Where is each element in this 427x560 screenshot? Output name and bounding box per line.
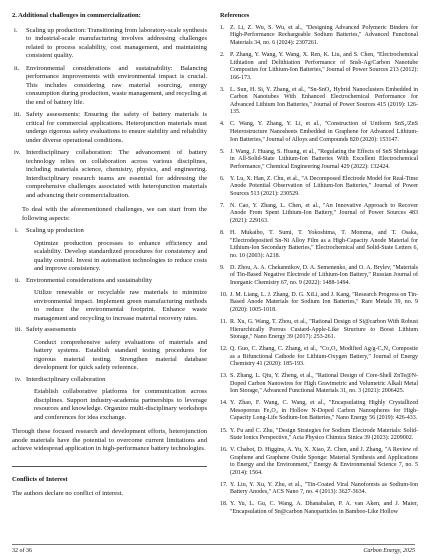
steps-intro: To deal with the aforementioned challenges, we can start from the following aspects: xyxy=(22,206,207,222)
reference-item xyxy=(220,203,418,226)
reference-item xyxy=(220,265,418,288)
reference-number: 18. xyxy=(220,501,228,508)
list-number: iii. xyxy=(14,111,22,118)
reference-text: Y. Lu, X. Han, Z. Chu, et al., "A Decomposed Electrode Model for Real-Time Anode Potential Observation of Lithium-Ion Batteries," Journal of Power Sources 513 (2021): 230529. xyxy=(230,175,418,197)
closing-paragraph: Through these focused research and development efforts, heterojunction anode materials have the potential to overcome current limitations and achieve widespread application in high-performance battery technologies. xyxy=(12,428,207,452)
reference-number: 11. xyxy=(220,318,228,325)
reference-item xyxy=(220,87,418,117)
reference-number: 13. xyxy=(220,373,228,380)
step-number: iii. xyxy=(15,326,23,333)
reference-item xyxy=(220,176,418,199)
reference-number: 17. xyxy=(220,481,228,488)
step-title: Environmental considerations and sustainability xyxy=(26,276,153,284)
step-item xyxy=(12,376,207,385)
reference-item xyxy=(220,346,418,369)
left-column xyxy=(12,12,207,503)
step-title: Scaling up production xyxy=(26,227,84,234)
reference-number: 10. xyxy=(220,291,228,298)
reference-text: Y. Zhao, F. Wang, C. Wang, et al., "Encapsulating Highly Crystallized Mesoporous Fe₃O₄ in Hollow N-Doped Carbon Nanospheres for High-Capacity Long-Life Sodium-Ion Batteries," Nano Energy 56 (2019): 426-433. xyxy=(230,400,418,422)
reference-text: C. Wang, Y. Zhang, Y. Li, et al., "Construction of Uniform SnS₂/ZnS Heterostructure Nanosheets Embedded in Graphene for Advanced Lithium-Ion Batteries," Journal of Alloys and Compounds 820 (2020): 153147. xyxy=(230,121,418,143)
reference-text: N. Cao, Y. Zhang, L. Chen, et al., "An Innovative Approach to Recover Anode From Spent Lithium-Ion Battery," Journal of Power Sources 483 (2021): 229163. xyxy=(230,202,418,224)
footer-divider xyxy=(12,544,415,545)
step-item xyxy=(12,326,207,335)
steps-list xyxy=(12,227,207,422)
section-heading: 2. Additional challenges in commercialization: xyxy=(12,12,141,19)
reference-text: V. Chabot, D. Higgins, A. Yu, X. Xiao, Z. Chen, and J. Zhang, "A Review of Graphene and Graphene Oxide Sponge: Material Synthesis and Applications to Energy and the Environment," Energy & Environmental Science 7, no. 5 (2014): 1564. xyxy=(230,447,418,476)
reference-number: 7. xyxy=(220,202,225,209)
reference-item xyxy=(220,373,418,396)
reference-number: 4. xyxy=(220,121,225,128)
reference-item xyxy=(220,482,418,497)
reference-text: J. M. Liang, L. J. Zhang, D. G. XiLi, and J. Kang, "Research Progress on Tin-Based Anode Materials for Sodium Ion Batteries," Rare Metals 39, no. 9 (2020): 1005-1018. xyxy=(230,291,418,313)
list-number: ii. xyxy=(14,64,20,72)
step-number: ii. xyxy=(15,276,21,284)
reference-text: J. Wang, J. Huang, S. Huang, et al., "Regulating the Effects of SnS Shrinkage in All-Solid-State Lithium-Ion Batteries With Excellent Electrochemical Performance," Chemical Engineering Journal 429 (2022): 132424. xyxy=(230,148,418,170)
list-item xyxy=(12,149,207,200)
challenges-list xyxy=(12,27,207,201)
reference-text: R. Xu, G. Wang, T. Zhou, et al., "Rational Design of Si@carbon With Robust Hierarchically Porous Custard-Apple-Like Structure to Boost Lithium Storage," Nano Energy 39 (2017): 253-261. xyxy=(230,318,418,341)
reference-item xyxy=(220,447,418,477)
step-text: Establish collaborative platforms for communication across disciplines. Support industry-academia partnerships to leverage resources and knowledge. Organize multi-disciplinary workshops and conferences for idea exchange. xyxy=(34,388,207,421)
step-number: i. xyxy=(15,227,19,234)
reference-item xyxy=(220,25,418,48)
reference-number: 14. xyxy=(220,400,228,407)
reference-number: 6. xyxy=(220,175,225,182)
reference-number: 15. xyxy=(220,427,228,434)
step-text: Conduct comprehensive safety evaluations of materials and battery systems. Establish standard testing procedures for rigorous material testing. Strengthen material database development for quick safety reference. xyxy=(34,338,207,371)
references-list xyxy=(220,25,418,517)
reference-text: L. Sun, H. Si, Y. Zhang, et al., "Sn-SnO₂ Hybrid Nanoclusters Embedded in Carbon Nanotubes With Enhanced Electrochemical Performance for Advanced Lithium Ion Batteries," Journal of Power Sources 415 (2019): 126-135. xyxy=(230,86,418,116)
conflicts-text: The authors declare no conflict of interest. xyxy=(12,490,124,497)
reference-item xyxy=(220,121,418,144)
reference-item xyxy=(220,501,418,516)
reference-text: P. Zhang, Y. Wang, Y. Wang, X. Ren, K. Liu, and S. Chen, "Electrochemical Lithiation and Delithiation Performance of Snsb-Ag/Carbon Nanotube Composites for Lithium-Ion Batteries," Journal of Power Sources 213 (2012): 166-173. xyxy=(230,52,418,81)
reference-item xyxy=(220,428,418,443)
list-item xyxy=(12,65,207,108)
reference-item xyxy=(220,52,418,82)
list-text: Environmental considerations and sustainability: Balancing performance improvements with environmental impact is crucial. This includes considering raw material sourcing, energy consumption during production, waste management, and recycling at the end of battery life. xyxy=(26,64,207,106)
references-heading: References xyxy=(220,12,250,19)
step-text: Utilize renewable or recyclable raw materials to minimize environmental impact. Implement green manufacturing methods to reduce the environmental footprint. Enhance waste management and recycling to increase material recovery rates. xyxy=(34,289,207,322)
list-item xyxy=(12,27,207,61)
step-text: Optimize production processes to enhance efficiency and scalability. Develop standardized procedures for consistency and quality control. Invest in automation technologies to reduce costs and improve consistency. xyxy=(34,239,207,272)
step-item xyxy=(12,227,207,236)
reference-item xyxy=(220,230,418,260)
reference-text: H. Mukaibo, T. Sumi, T. Yokoshima, T. Momma, and T. Osaka, "Electrodeposited Sn-Ni Alloy Film as a High-Capacity Anode Material for Lithium-Ion Secondary Batteries," Electrochemical and Solid-State Letters 6, no. 10 (2003): A218. xyxy=(230,230,418,259)
step-number: iv. xyxy=(15,375,22,383)
reference-number: 16. xyxy=(220,447,228,454)
reference-text: Z. Li, Z. Wu, S. Wu, et al., "Designing Advanced Polymeric Binders for High-Performance Rechargeable Sodium Batteries," Advanced Functional Materials 34, no. 6 (2024): 2307261. xyxy=(230,24,418,47)
reference-number: 9. xyxy=(220,264,225,271)
reference-item xyxy=(220,292,418,315)
list-text: Safety assessments: Ensuring the safety of battery materials is critical for commercial applications. Heterojunction materials must undergo rigorous safety evaluations to ensure stability and reliability under diverse operational conditions. xyxy=(26,111,207,144)
reference-text: Y. Liu, Y. Xu, Y. Zhu, et al., "Tin-Coated Viral Nanoforests as Sodium-Ion Battery Anodes," ACS Nano 7, no. 4 (2013): 3627-3634. xyxy=(230,481,418,496)
conflicts-section xyxy=(12,466,207,499)
reference-item xyxy=(220,400,418,423)
page-number: 32 of 36 xyxy=(12,548,32,554)
conflicts-heading: Conflicts of Interest xyxy=(12,475,68,483)
step-title: Safety assessments xyxy=(26,326,77,333)
list-item xyxy=(12,111,207,145)
reference-number: 8. xyxy=(220,230,225,236)
list-number: iv. xyxy=(14,149,21,156)
list-number: i. xyxy=(14,26,18,34)
step-item xyxy=(12,277,207,286)
reference-text: Q. Guo, C. Zhang, C. Zhang, et al., "Co₃O₄ Modified Ag/g-C₃N₄ Composite as a Bifunctional Cathode for Lithium-Oxygen Battery," Journal of Energy Chemistry 41 (2020): 185-193. xyxy=(230,346,418,368)
reference-text: D. Zhou, A. A. Chekannikov, D. A. Semenenko, and O. A. Brylev, "Materials of Tin-Based Negative Electrode of Lithium-Ion Battery," Russian Journal of Inorganic Chemistry 67, no. 9 (2022): 1488-1494. xyxy=(230,264,418,286)
reference-item xyxy=(220,319,418,342)
reference-number: 1. xyxy=(220,24,225,31)
reference-number: 12. xyxy=(220,346,228,353)
reference-item xyxy=(220,149,418,172)
list-text: Interdisciplinary collaboration: The advancement of battery technology relies on collaboration across various disciplines, including materials science, chemistry, physics, and engineering. Interdisciplinary research teams are essential for addressing the comprehensive challenges associated with heterojunction materials and advancing their commercialization. xyxy=(26,149,207,199)
reference-number: 3. xyxy=(220,86,225,93)
reference-text: Y. Yu, L. Gu, C. Wang, A. Dhanabalan, P. A. van Aken, and J. Maier, "Encapsulation of Sn@carbon Nanoparticles in Bamboo-Like Hollow xyxy=(230,501,418,515)
step-title: Interdisciplinary collaboration xyxy=(26,375,106,383)
references-column xyxy=(220,12,418,521)
reference-number: 2. xyxy=(220,52,225,59)
reference-text: Y. Fu and C. Zhu, "Design Strategies for Sodium Electrode Materials: Solid-State Ionics Perspective," Acta Physico Chimica Sinica 39 (2023): 2209002. xyxy=(230,427,418,442)
reference-number: 5. xyxy=(220,148,225,155)
journal-name: Carbon Energy, 2025 xyxy=(363,548,415,554)
list-text: Scaling up production: Transitioning from laboratory-scale synthesis to industrial-scale manufacturing involves addressing challenges related to process scalability, cost management, and maintaining consistent quality. xyxy=(26,26,207,59)
reference-text: S. Zhang, L. Qiu, Y. Zheng, et al., "Rational Design of Core-Shell ZnTe@N-Doped Carbon Nanowires for High Gravimetric and Volumetric Alkali Metal Ion Storage," Advanced Functional Materials 31, no. 3 (2021): 2006425. xyxy=(230,373,418,395)
